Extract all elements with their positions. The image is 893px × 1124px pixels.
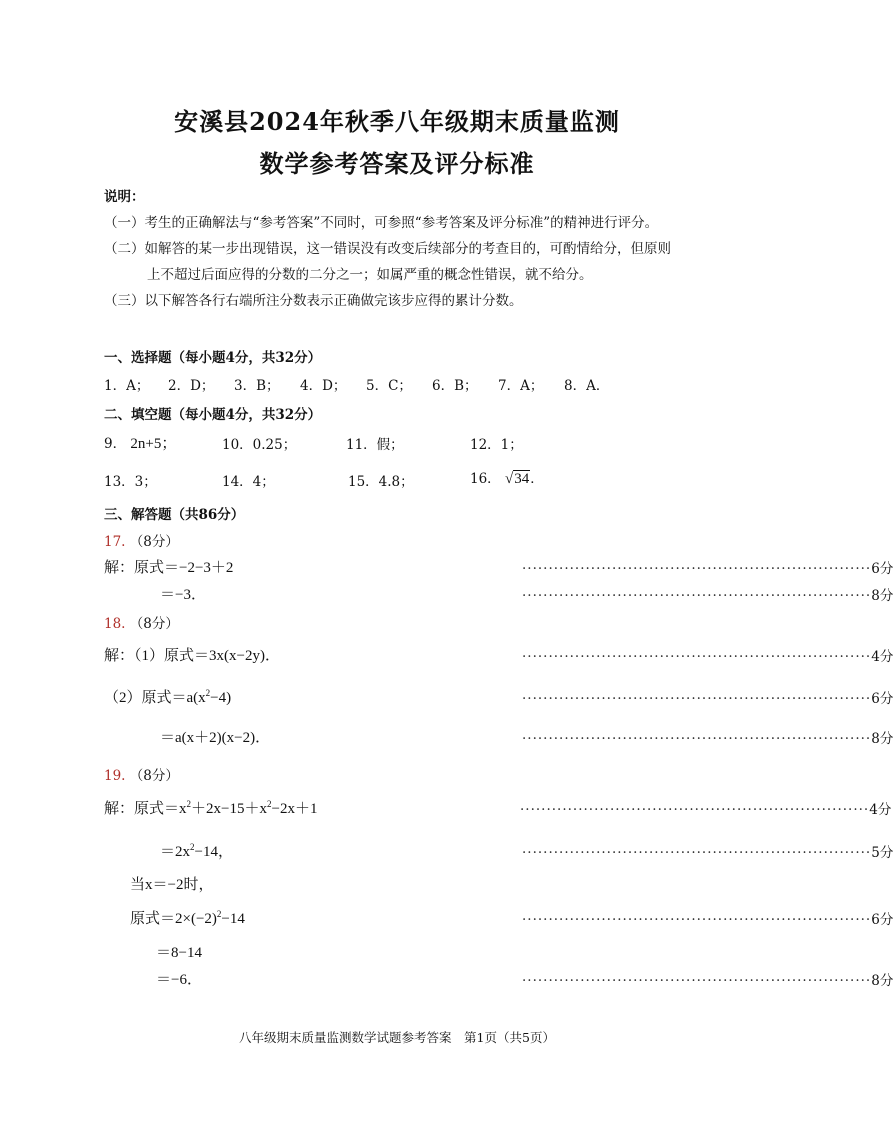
q19-line2-a: ＝2x [160,844,191,860]
q18-points: （8分） [129,616,179,632]
q18-part2-a-text: （2）原式＝a(x [104,690,206,706]
choice-answer-3: 3．B； [234,378,280,394]
score-label: 6分 [871,561,893,577]
q17-header [104,530,179,550]
choice-answer-1: 1．A； [104,378,150,394]
fill-answer-16 [470,467,544,488]
q19-line5: ＝8−14 [156,945,202,961]
fill-answer-9 [104,432,176,453]
score-label: 6分 [871,691,893,707]
instruction-item-2a: （二）如解答的某一步出现错误，这一错误没有改变后续部分的考查目的，可酌情给分，但原则 [104,241,671,257]
fill-answer-9-expr: 2n+5； [130,436,177,452]
score-label: 8分 [871,588,893,604]
exponent: 2 [266,799,272,809]
fill-answer-11: 11．假； [346,437,404,453]
q19-header [104,764,179,784]
sqrt-radicand: 34 [514,471,530,487]
leader-dots: ·································································· [522,691,872,707]
q19-line3: 当x＝−2时， [130,877,214,893]
page-footer: 八年级期末质量监测数学试题参考答案 第1页（共5页） [239,1030,555,1045]
fill-answer-16-end: ． [530,471,544,487]
q17-score2 [522,584,893,604]
fill-answer-9-number: 9． [104,436,127,452]
q19-line4-b: −14 [221,911,245,927]
section3-heading: 三、解答题（共86分） [104,507,245,523]
score-label: 8分 [871,731,893,747]
score-label: 6分 [871,912,893,928]
leader-dots: ·································································· [522,649,872,665]
q19-score1 [520,798,892,818]
leader-dots: ·································································· [522,912,872,928]
q17-line1: 解：原式＝−2−3＋2 [104,560,234,576]
leader-dots: ·································································· [520,802,870,818]
q17-line2: ＝−3． [160,587,206,603]
instruction-item-3: （三）以下解答各行右端所注分数表示正确做完该步应得的累计分数。 [104,293,523,309]
fill-answer-15: 15．4.8； [348,474,414,490]
q19-number: 19. [104,768,126,784]
score-label: 8分 [871,973,893,989]
q19-score2 [522,841,893,861]
q17-number: 17. [104,534,126,550]
choice-answer-8: 8．A． [564,378,610,394]
q19-line2 [160,840,233,861]
instruction-item-1: （一）考生的正确解法与“参考答案”不同时，可参照“参考答案及评分标准”的精神进行评分。 [104,215,659,231]
score-label: 5分 [871,845,893,861]
q19-line1 [104,797,317,818]
fill-answer-12: 12．1； [470,437,523,453]
q18-part2-b: ＝a(x＋2)(x−2)． [160,730,271,746]
section2-heading: 二、填空题（每小题4分，共32分） [104,407,322,423]
instruction-item-2b: 上不超过后面应得的分数的二分之一；如属严重的概念性错误，就不给分。 [147,267,593,283]
q18-part2-a-end: −4) [210,690,232,706]
q18-number: 18. [104,616,126,632]
q19-score3 [522,908,893,928]
page-title-line2: 数学参考答案及评分标准 [259,149,535,178]
choice-answer-5: 5．C； [366,378,412,394]
fill-answer-14: 14．4； [222,474,275,490]
q18-part1: 解：（1）原式＝3x(x−2y)． [104,648,280,664]
fill-answer-16-number: 16． [470,471,501,487]
section1-heading: 一、选择题（每小题4分，共32分） [104,350,322,366]
q19-line4 [130,907,245,928]
instructions-heading: 说明： [104,189,145,205]
exponent: 2 [205,688,211,698]
exponent: 2 [190,842,195,852]
q18-header [104,612,179,632]
fill-answer-10: 10．0.25； [222,437,297,453]
fill-answer-13: 13．3； [104,474,157,490]
leader-dots: ·································································· [522,731,872,747]
choice-answer-6: 6．B； [432,378,478,394]
q18-score2 [522,687,893,707]
q19-line1-a: 解：原式＝x [104,801,187,817]
q19-line1-b: ＋2x−15＋x [191,801,267,817]
exponent: 2 [216,909,222,919]
q19-line6: ＝−6． [156,972,202,988]
q17-score1 [522,557,893,577]
choice-answer-4: 4．D； [300,378,347,394]
q19-points: （8分） [129,768,179,784]
leader-dots: ·································································· [522,973,872,989]
choice-answer-7: 7．A； [498,378,544,394]
leader-dots: ·································································· [522,845,872,861]
sqrt-34: √34 [504,471,530,487]
q17-points: （8分） [129,534,179,550]
q19-line4-a: 原式＝2×(−2) [130,911,217,927]
page-title-line1: 安溪县2024年秋季八年级期末质量监测 [174,107,620,136]
q19-line2-b: −14， [194,844,233,860]
leader-dots: ·································································· [522,561,872,577]
q18-score3 [522,727,893,747]
choice-answer-2: 2．D； [168,378,215,394]
leader-dots: ·································································· [522,588,872,604]
q18-score1 [522,645,893,665]
q18-part2-a [104,686,231,707]
q19-line1-c: −2x＋1 [271,801,318,817]
score-label: 4分 [871,649,893,665]
exponent: 2 [186,799,192,809]
q19-score4 [522,969,893,989]
score-label: 4分 [869,802,892,818]
